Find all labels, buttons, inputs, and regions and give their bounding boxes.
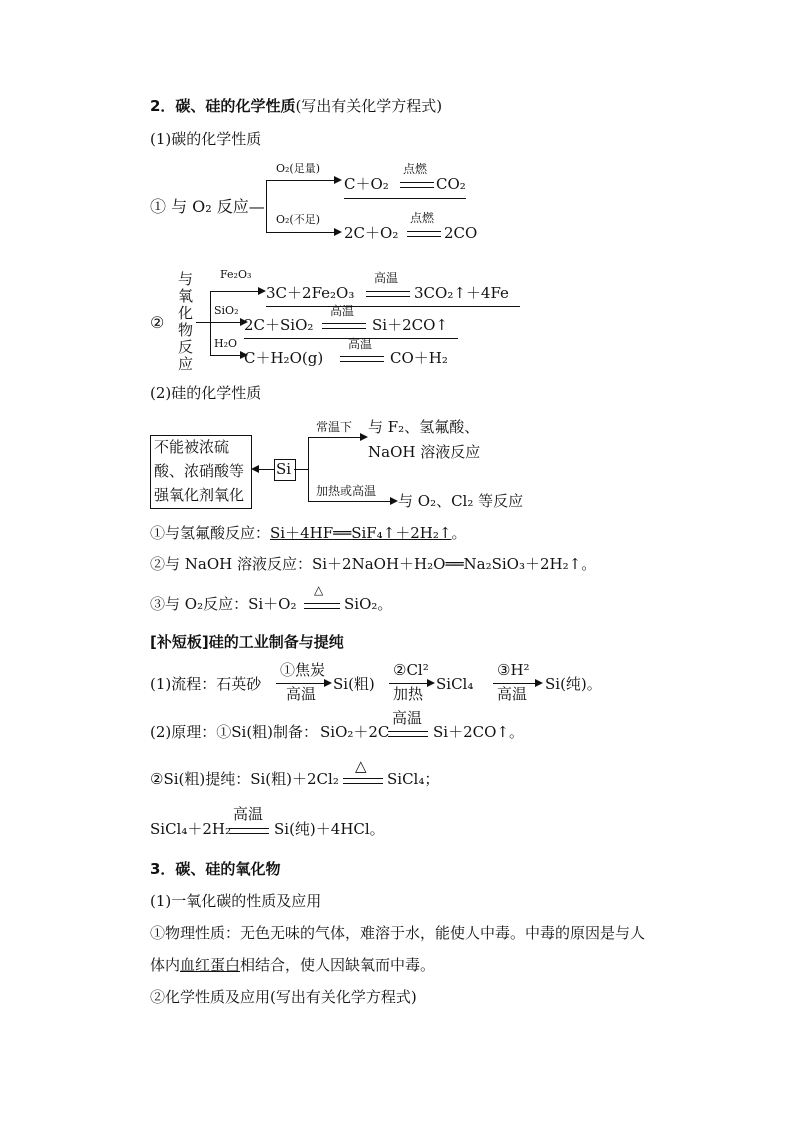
principle-sign: 高温 xyxy=(392,709,423,727)
arrowhead xyxy=(360,433,368,441)
principle-right-line: Si＋2CO↑。 xyxy=(433,723,524,741)
hemoglobin-answer: 血红蛋白 xyxy=(180,956,241,974)
flow-step1-bot: 高温 xyxy=(286,685,317,703)
si-upper-text-2: NaOH 溶液反应 xyxy=(368,443,481,461)
eq-h2o-sign: 高温 xyxy=(348,337,373,351)
flow-arrow-1 xyxy=(276,683,326,684)
carbon-o2-label: ① 与 O₂ 反应— xyxy=(150,197,265,216)
sicl4-sign: 高温 xyxy=(233,805,264,823)
eq-double-line xyxy=(343,778,383,784)
carbon-o2-lower-arrow xyxy=(266,232,336,233)
eq-h2o-right: CO＋H₂ xyxy=(390,349,448,367)
carbon-o2-lower-cond: O₂(不足) xyxy=(276,213,321,226)
si-hf-line: ①与氢氟酸反应：Si＋4HF══SiF₄↑＋2H₂↑。 xyxy=(150,524,467,542)
eq-c-o2-right: CO₂ xyxy=(436,175,466,193)
answer-underline xyxy=(266,306,520,307)
eq-h2o-left: C＋H₂O(g) xyxy=(244,349,324,367)
arrowhead xyxy=(427,679,435,687)
si-stem xyxy=(294,469,308,470)
carbon-o2-upper-arrow xyxy=(266,180,336,181)
arrowhead xyxy=(251,465,259,473)
sicl4-right: Si(纯)＋4HCl。 xyxy=(274,820,385,838)
arrowhead xyxy=(334,176,342,184)
si-branch xyxy=(308,437,309,501)
flow-step3-top: ③H² xyxy=(497,661,530,679)
si-hf-right: SiF₄↑＋2H₂↑ xyxy=(351,524,452,542)
arrow-h2o xyxy=(210,355,242,356)
arrowhead xyxy=(535,679,543,687)
si-upper-text-1: 与 F₂、氢氟酸、 xyxy=(368,418,480,436)
arrow-sio2 xyxy=(210,322,242,323)
arrowhead xyxy=(334,228,342,236)
eq-fe2o3-right: 3CO₂↑＋4Fe xyxy=(414,284,509,302)
si-hf-left: Si＋4HF xyxy=(270,524,334,542)
cond-heat: 加热或高温 xyxy=(316,484,377,498)
eq-double-line xyxy=(340,356,384,362)
si-naoh-right: Na₂SiO₃＋2H₂↑ xyxy=(463,555,582,573)
arrowhead xyxy=(258,287,266,295)
answer-underline xyxy=(344,198,466,199)
flow-step3-bot: 高温 xyxy=(497,685,528,703)
flow-arrow-3 xyxy=(493,683,537,684)
carbon-oxide-num: ② xyxy=(150,313,165,332)
si-o2-right-line: SiO₂。 xyxy=(344,595,393,613)
eq-sio2-right: Si＋2CO↑ xyxy=(372,316,448,334)
arrowhead xyxy=(390,497,398,505)
silicon-heading: (2)硅的化学性质 xyxy=(150,384,262,402)
eq-2c-o2-left: 2C＋O₂ xyxy=(344,224,399,242)
eq-sio2-left: 2C＋SiO₂ xyxy=(244,316,314,334)
eq-double-line xyxy=(400,182,434,188)
flow-step2-top: ②Cl² xyxy=(393,661,429,679)
arrow-heat xyxy=(308,501,392,502)
flow-product-2: SiCl₄ xyxy=(436,675,474,693)
arrow-fe2o3 xyxy=(210,291,260,292)
arrow-room-temp xyxy=(308,437,362,438)
section-2-title-main: 2．碳、硅的化学性质 xyxy=(150,97,296,115)
principle-left: SiO₂＋2C xyxy=(320,723,390,741)
si-o2-sign: △ xyxy=(314,583,324,597)
eq-2c-o2-sign: 点燃 xyxy=(410,211,435,225)
eq-c-o2-sign: 点燃 xyxy=(403,162,428,176)
section-3-title: 3．碳、硅的氧化物 xyxy=(150,860,281,878)
eq-double-line xyxy=(304,603,340,609)
eq-fe2o3-left: 3C＋2Fe₂O₃ xyxy=(266,284,355,302)
purify-sign: △ xyxy=(355,757,367,775)
flow-step1-top: ①焦炭 xyxy=(280,661,326,679)
cond-room-temp: 常温下 xyxy=(316,420,353,434)
si-lower-text: 与 O₂、Cl₂ 等反应 xyxy=(398,492,524,510)
flow-product-1: Si(粗) xyxy=(333,675,375,693)
si-o2-line: ③与 O₂反应：Si＋O₂ xyxy=(150,595,297,613)
eq-double-line xyxy=(366,291,410,297)
co-heading: (1)一氧化碳的性质及应用 xyxy=(150,892,322,910)
flow-product-3: Si(纯)。 xyxy=(545,675,602,693)
eq-2c-o2-right: 2CO xyxy=(444,224,478,242)
si-naoh-line: ②与 NaOH 溶液反应：Si＋2NaOH＋H₂O══Na₂SiO₃＋2H₂↑。 xyxy=(150,555,597,573)
eq-sio2-sign: 高温 xyxy=(330,304,355,318)
section-2-title-paren: (写出有关化学方程式) xyxy=(295,97,443,115)
si-symbol: Si xyxy=(276,460,292,478)
carbon-o2-upper-cond: O₂(足量) xyxy=(276,162,321,175)
flow-label: (1)流程：石英砂 xyxy=(150,675,262,693)
carbon-o2-branch xyxy=(266,180,267,232)
section-2-title xyxy=(150,98,442,115)
cond-fe2o3: Fe₂O₃ xyxy=(220,268,252,281)
sicl4-left: SiCl₄＋2H₂ xyxy=(150,820,231,838)
cond-sio2: SiO₂ xyxy=(214,304,239,317)
eq-double-line xyxy=(229,828,269,834)
arrowhead xyxy=(324,679,332,687)
phys-prop-line-1: ①物理性质：无色无味的气体，难溶于水，能使人中毒。中毒的原因是与人 xyxy=(150,924,646,942)
purify-right: SiCl₄； xyxy=(387,770,440,788)
eq-fe2o3-sign: 高温 xyxy=(374,271,399,285)
cond-h2o: H₂O xyxy=(214,337,238,350)
box-line-1: 不能被浓硫 xyxy=(154,438,230,456)
eq-c-o2-left: C＋O₂ xyxy=(344,175,389,193)
carbon-heading: (1)碳的化学性质 xyxy=(150,130,262,148)
box-line-3: 强氧化剂氧化 xyxy=(154,486,245,504)
eq-double-line xyxy=(322,323,366,329)
carbon-oxide-branch xyxy=(210,291,211,355)
eq-double-line xyxy=(407,231,441,237)
flow-arrow-2 xyxy=(389,683,429,684)
supplement-title: [补短板]硅的工业制备与提纯 xyxy=(150,633,344,651)
box-line-2: 酸、浓硝酸等 xyxy=(154,462,245,480)
principle-prefix: (2)原理：①Si(粗)制备： xyxy=(150,723,319,741)
flow-step2-bot: 加热 xyxy=(393,685,424,703)
chem-prop-heading: ②化学性质及应用(写出有关化学方程式) xyxy=(150,988,417,1006)
carbon-oxide-stem xyxy=(196,322,210,323)
phys-prop-line-2: 体内血红蛋白相结合，使人因缺氧而中毒。 xyxy=(150,956,436,974)
carbon-oxide-vertical-label: 与 氧 化 物 反 应 xyxy=(178,270,194,373)
arrow-to-box xyxy=(258,469,274,470)
purify-prefix: ②Si(粗)提纯：Si(粗)＋2Cl₂ xyxy=(150,770,339,788)
eq-double-line xyxy=(388,731,428,737)
